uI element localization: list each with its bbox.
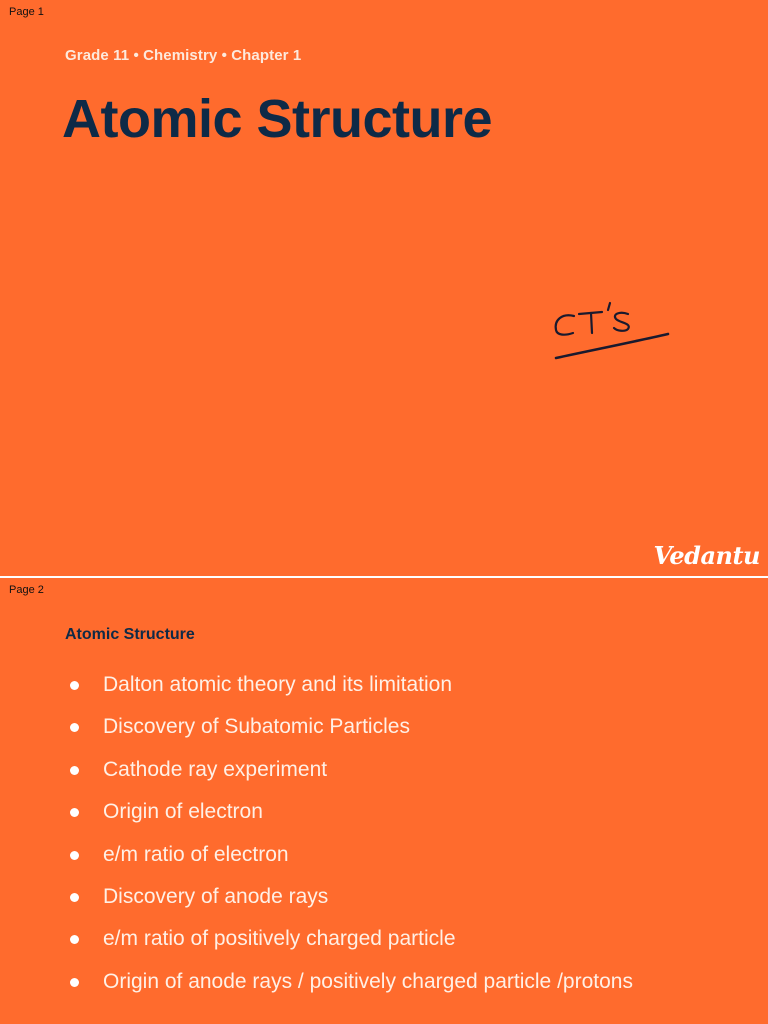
slide-page-2 [0,578,768,1024]
list-item: e/m ratio of electron [68,840,633,882]
slide-title: Atomic Structure [62,89,493,149]
slide-subtitle: Grade 11 • Chemistry • Chapter 1 [65,47,302,64]
bullet-icon [70,766,79,775]
list-item: Origin of electron [68,797,633,839]
list-item: Discovery of Subatomic Particles [68,712,633,754]
bullet-icon [70,808,79,817]
list-item: e/m ratio of positively charged particle [68,924,633,966]
list-item: Dalton atomic theory and its limitation [68,670,633,712]
bullet-icon [70,935,79,944]
bullet-icon [70,893,79,902]
page-label: Page 2 [9,584,44,596]
list-item: Cathode ray experiment [68,755,633,797]
topic-list [68,670,633,1009]
page-label: Page 1 [9,6,44,18]
list-item: Discovery of anode rays [68,882,633,924]
handwritten-annotation [548,300,678,370]
section-heading: Atomic Structure [65,626,195,643]
bullet-icon [70,723,79,732]
list-item: Origin of anode rays / positively charged particle /protons [68,967,633,1009]
bullet-icon [70,681,79,690]
bullet-icon [70,851,79,860]
vedantu-logo: Vedantu [653,541,760,570]
bullet-icon [70,978,79,987]
